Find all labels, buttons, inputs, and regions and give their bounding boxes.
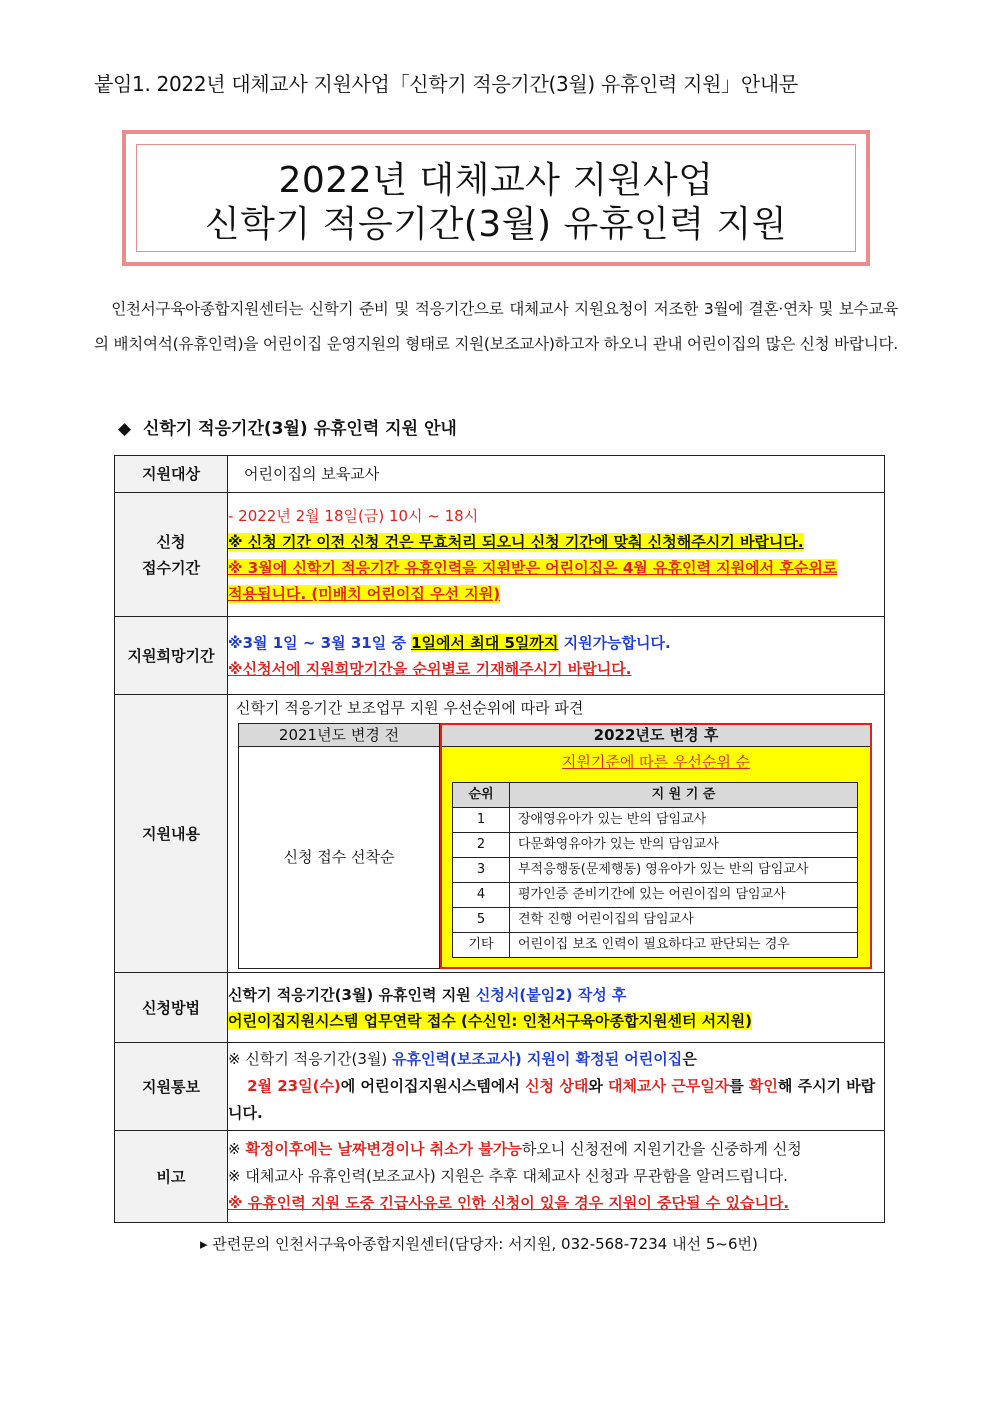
priority-rank: 3 (453, 857, 510, 882)
target-value: 어린이집의 보육교사 (228, 456, 885, 493)
period-content (228, 493, 885, 617)
period-note1-line (228, 529, 884, 555)
priority-rank: 1 (453, 807, 510, 832)
method-l1a: 신학기 적응기간(3월) 유휴인력 지원 (228, 985, 476, 1004)
priority-row (453, 882, 858, 907)
notice-p10: 확인 (748, 1077, 778, 1095)
notice-p7: 와 (588, 1077, 609, 1095)
hope-content (228, 617, 885, 695)
row-target (115, 456, 885, 493)
row-notice (115, 1043, 885, 1131)
label-period-line2: 접수기간 (142, 558, 200, 577)
label-content: 지원내용 (115, 695, 228, 973)
main-title-line1: 2022년 대체교사 지원사업 (278, 160, 714, 201)
label-hope: 지원희망기간 (115, 617, 228, 695)
content-cell (228, 695, 885, 973)
main-title-line2: 신학기 적응기간(3월) 유휴인력 지원 (204, 204, 788, 245)
notice-p4: 2월 23일(수) (247, 1077, 341, 1095)
row-period (115, 493, 885, 617)
notice-p1: ※ 신학기 적응기간(3월) (228, 1050, 393, 1068)
label-method: 신청방법 (115, 973, 228, 1043)
method-line1 (228, 982, 884, 1008)
remark-line1 (228, 1136, 884, 1163)
priority-criteria: 장애영유아가 있는 반의 담임교사 (510, 807, 858, 832)
period-date: - 2022년 2월 18일(금) 10시 ~ 18시 (228, 506, 479, 525)
hope-l1c: 지원가능합니다. (558, 633, 671, 652)
priority-rank: 5 (453, 907, 510, 932)
method-l1b: 신청서(붙임2) 작성 후 (475, 985, 627, 1004)
priority-rank: 2 (453, 832, 510, 857)
row-content (115, 695, 885, 973)
before-body-text: 신청 접수 선착순 (283, 848, 395, 866)
row-hope (115, 617, 885, 695)
after-subtitle-text: 지원기준에 따른 우선순위 순 (561, 752, 751, 771)
remark-content (228, 1131, 885, 1223)
hope-line2: ※신청서에 지원희망기간을 순위별로 기재해주시기 바랍니다. (228, 659, 632, 678)
priority-rank: 4 (453, 882, 510, 907)
priority-header-row (453, 782, 858, 807)
label-notice: 지원통보 (115, 1043, 228, 1131)
intro-text: 인천서구육아종합지원센터는 신학기 준비 및 적응기간으로 대체교사 지원요청이 저조한 3월에 결혼·연차 및 보수교육의 배치여석(유휴인력)을 어린이집 운영지원의 형태로 지원(보조교사)하고자 하오니 관내 어린이집의 많은 신청 바랍니다. (94, 300, 898, 353)
hope-line1 (228, 630, 884, 656)
priority-row (453, 857, 858, 882)
footer-contact: ▸ 관련문의 인천서구육아종합지원센터(담당자: 서지원, 032-568-7234 내선 5~6번) (200, 1235, 758, 1253)
priority-criteria: 부적응행동(문제행동) 영유아가 있는 반의 담임교사 (510, 857, 858, 882)
priority-row (453, 832, 858, 857)
before-header: 2021년도 변경 전 (239, 724, 439, 747)
after-panel (440, 723, 872, 969)
after-subtitle (442, 747, 870, 777)
row-remark (115, 1131, 885, 1223)
notice-p6: 신청 상태 (525, 1077, 589, 1095)
period-note2b-line (228, 581, 884, 607)
priority-table (452, 782, 858, 958)
priority-rank: 기타 (453, 932, 510, 957)
row-method (115, 973, 885, 1043)
label-period (115, 493, 228, 617)
after-header: 2022년도 변경 후 (442, 725, 870, 747)
priority-row (453, 807, 858, 832)
method-line2-wrap (228, 1008, 884, 1034)
notice-p3: 은 (682, 1050, 697, 1068)
priority-criteria: 다문화영유아가 있는 반의 담임교사 (510, 832, 858, 857)
notice-p2: 유휴인력(보조교사) 지원이 확정된 어린이집 (392, 1050, 683, 1068)
hope-l1a: ※3월 1일 ~ 3월 31일 중 (228, 633, 412, 652)
priority-criteria: 평가인증 준비기간에 있는 어린이집의 담임교사 (510, 882, 858, 907)
remark-line3: ※ 유휴인력 지원 도중 긴급사유로 인한 신청이 있을 경우 지원이 중단될 수 있습니다. (228, 1194, 790, 1212)
remark-line2: ※ 대체교사 유휴인력(보조교사) 지원은 추후 대체교사 신청과 무관함을 알려드립니다. (228, 1167, 788, 1185)
content-wrap (228, 697, 884, 971)
priority-header-criteria: 지 원 기 준 (510, 782, 858, 807)
notice-p5: 에 어린이집지원시스템에서 (340, 1077, 526, 1095)
period-note2a: ※ 3월에 신학기 적응기간 유휴인력을 지원받은 어린이집은 4월 유휴인력 지원에서 후순위로 (228, 558, 838, 577)
intro-paragraph (94, 292, 898, 362)
period-note2a-line (228, 555, 884, 581)
label-period-line1: 신청 (156, 532, 186, 551)
label-remark: 비고 (115, 1131, 228, 1223)
label-target: 지원대상 (115, 456, 228, 493)
diamond-bullet-icon: ◆ (118, 419, 132, 439)
notice-content (228, 1043, 885, 1131)
notice-p11: 해 주시기 바랍니다. (228, 1077, 876, 1122)
section-heading (118, 414, 457, 439)
period-note2b: 적용됩니다. (미배치 어린이집 우선 지원) (228, 584, 501, 603)
remark-l1b: 확정이후에는 날짜변경이나 취소가 불가능 (245, 1140, 522, 1158)
hope-l1b: 1일에서 최대 5일까지 (411, 633, 559, 652)
attachment-title: 붙임1. 2022년 대체교사 지원사업「신학기 적응기간(3월) 유휴인력 지원」안내문 (94, 72, 798, 96)
notice-p9: 를 (729, 1077, 749, 1095)
notice-p8: 대체교사 근무일자 (608, 1077, 730, 1095)
remark-l1c: 하오니 신청전에 지원기간을 신중하게 신청 (521, 1140, 802, 1158)
priority-row (453, 932, 858, 957)
method-content (228, 973, 885, 1043)
remark-l1a: ※ (228, 1140, 246, 1158)
before-panel (238, 723, 440, 969)
priority-row (453, 907, 858, 932)
priority-criteria: 어린이집 보조 인력이 필요하다고 판단되는 경우 (510, 932, 858, 957)
title-inner-frame (136, 144, 856, 252)
method-line2: 어린이집지원시스템 업무연락 접수 (수신인: 인천서구육아종합지원센터 서지원) (228, 1011, 752, 1030)
priority-header-rank: 순위 (453, 782, 510, 807)
before-body (239, 746, 439, 968)
priority-criteria: 견학 진행 어린이집의 담임교사 (510, 907, 858, 932)
period-note1: ※ 신청 기간 이전 신청 건은 무효처리 되오니 신청 기간에 맞춰 신청해주시기 바랍니다. (228, 532, 804, 551)
info-table (114, 455, 885, 1223)
section-title: 신학기 적응기간(3월) 유휴인력 지원 안내 (143, 419, 457, 439)
title-box (122, 130, 870, 266)
content-intro: 신학기 적응기간 보조업무 지원 우선순위에 따라 파견 (236, 698, 584, 717)
